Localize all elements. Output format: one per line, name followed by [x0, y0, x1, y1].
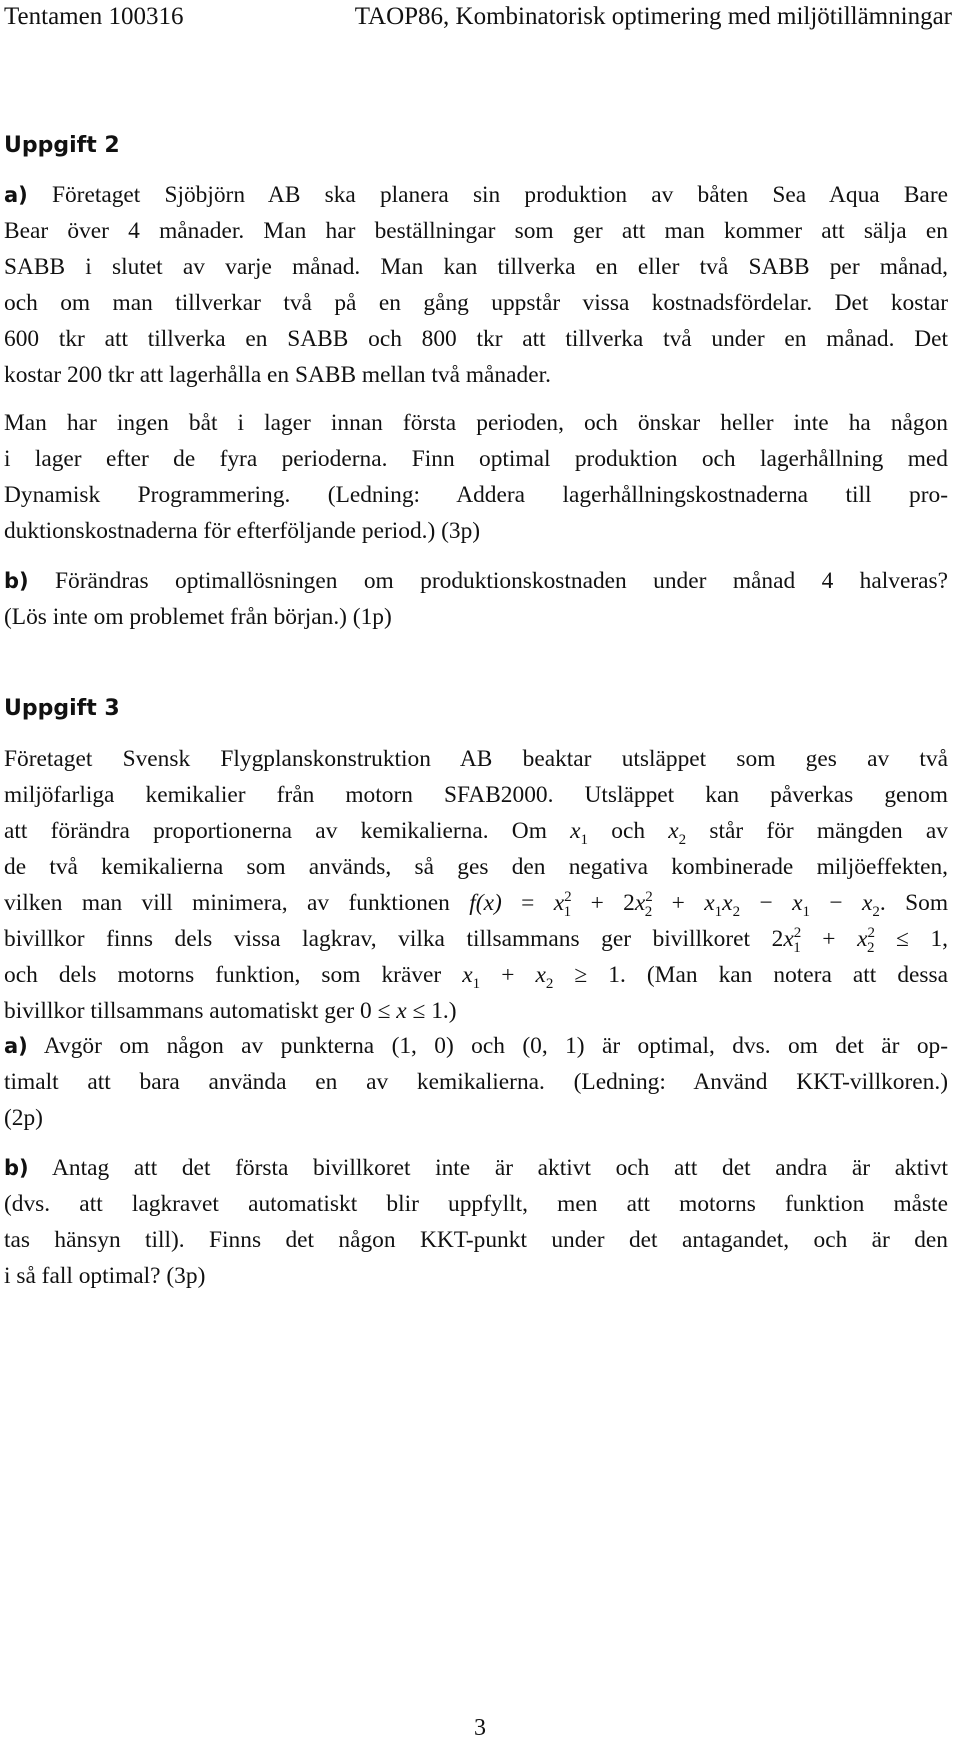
- constraint-1-line: bivillkor finns dels vissa lagkrav, vilka tillsammans ger bivillkoret $2x^2_1 + x^2_2 \le 1$,: [4, 925, 949, 956]
- objective-function-line: vilken man vill minimera, av funktionen $f(x) = x^2_1 + 2x^2_2 + x_1x_2 - x_1 - x_2$. Som: [4, 889, 949, 920]
- header-exam-date: Tentamen 100316: [4, 3, 184, 30]
- text-line: (2p): [4, 1105, 43, 1131]
- text-line: och om man tillverkar två på en gång uppstår vissa kostnadsfördelar. Det kostar: [4, 290, 948, 316]
- text-line: a) Företaget Sjöbjörn AB ska planera sin produktion av båten Sea Aqua Bare: [4, 182, 948, 208]
- page-header: [4, 0, 952, 34]
- page-number: 3: [474, 1715, 486, 1741]
- text-line: timalt att bara använda en av kemikalierna. (Ledning: Använd KKT-villkoren.): [4, 1069, 948, 1095]
- text-line: a) Avgör om någon av punkterna (1, 0) och (0, 1) är optimal, dvs. om det är op-: [4, 1033, 948, 1059]
- task-2a-paragraph-2: [4, 405, 948, 549]
- task-3-title: Uppgift 3: [4, 696, 120, 721]
- task-2a-paragraph: [4, 177, 948, 393]
- task-3a-label: a): [4, 1034, 28, 1058]
- task-2-title: Uppgift 2: [4, 133, 120, 158]
- text-line: (dvs. att lagkravet automatiskt blir uppfyllt, men att motorns funktion måste: [4, 1191, 948, 1217]
- text-line: Dynamisk Programmering. (Ledning: Addera lagerhållningskostnaderna till pro-: [4, 482, 948, 508]
- text-line: kostar 200 tkr att lagerhålla en SABB mellan två månader.: [4, 362, 551, 388]
- task-3-intro-paragraph: [4, 741, 948, 1029]
- task-3b-label: b): [4, 1156, 29, 1180]
- text-line: de två kemikalierna som används, så ges den negativa kombinerade miljöeffekten,: [4, 854, 948, 880]
- task-2b-label: b): [4, 569, 29, 593]
- header-course-title: TAOP86, Kombinatorisk optimering med miljötillämningar: [354, 3, 952, 30]
- text-line: miljöfarliga kemikalier från motorn SFAB2000. Utsläppet kan påverkas genom: [4, 782, 948, 808]
- text-line: att förändra proportionerna av kemikalierna. Om $x_1$ och $x_2$ står för mängden av: [4, 818, 948, 848]
- task-3b-paragraph: [4, 1150, 948, 1294]
- text-line: i så fall optimal? (3p): [4, 1263, 206, 1289]
- text-line: b) Förändras optimallösningen om produktionskostnaden under månad 4 halveras?: [4, 568, 948, 594]
- constraint-2-line: och dels motorns funktion, som kräver $x_1 + x_2 \ge 1$. (Man kan notera att dessa: [4, 962, 948, 992]
- text-line: Man har ingen båt i lager innan första perioden, och önskar heller inte ha någon: [4, 410, 948, 436]
- text-line: duktionskostnaderna för efterföljande period.) (3p): [4, 518, 481, 544]
- task-2a-label: a): [4, 183, 28, 207]
- text-line: b) Antag att det första bivillkoret inte är aktivt och att det andra är aktivt: [4, 1155, 948, 1181]
- task-2b-paragraph: [4, 563, 948, 635]
- text-line: Företaget Svensk Flygplanskonstruktion AB beaktar utsläppet som ges av två: [4, 746, 948, 772]
- text-line: 600 tkr att tillverka en SABB och 800 tkr att tillverka två under en månad. Det: [4, 326, 948, 352]
- text-line: Bear över 4 månader. Man har beställningar som ger att man kommer att sälja en: [4, 218, 948, 244]
- text-line: tas hänsyn till). Finns det någon KKT-punkt under det antagandet, och är den: [4, 1227, 948, 1253]
- task-3a-paragraph: [4, 1028, 948, 1136]
- bound-line: bivillkor tillsammans automatiskt ger 0 ≤ x ≤ 1.): [4, 998, 457, 1024]
- text-line: (Lös inte om problemet från början.) (1p): [4, 604, 392, 630]
- text-line: i lager efter de fyra perioderna. Finn optimal produktion och lagerhållning med: [4, 446, 948, 472]
- text-line: SABB i slutet av varje månad. Man kan tillverka en eller två SABB per månad,: [4, 254, 948, 280]
